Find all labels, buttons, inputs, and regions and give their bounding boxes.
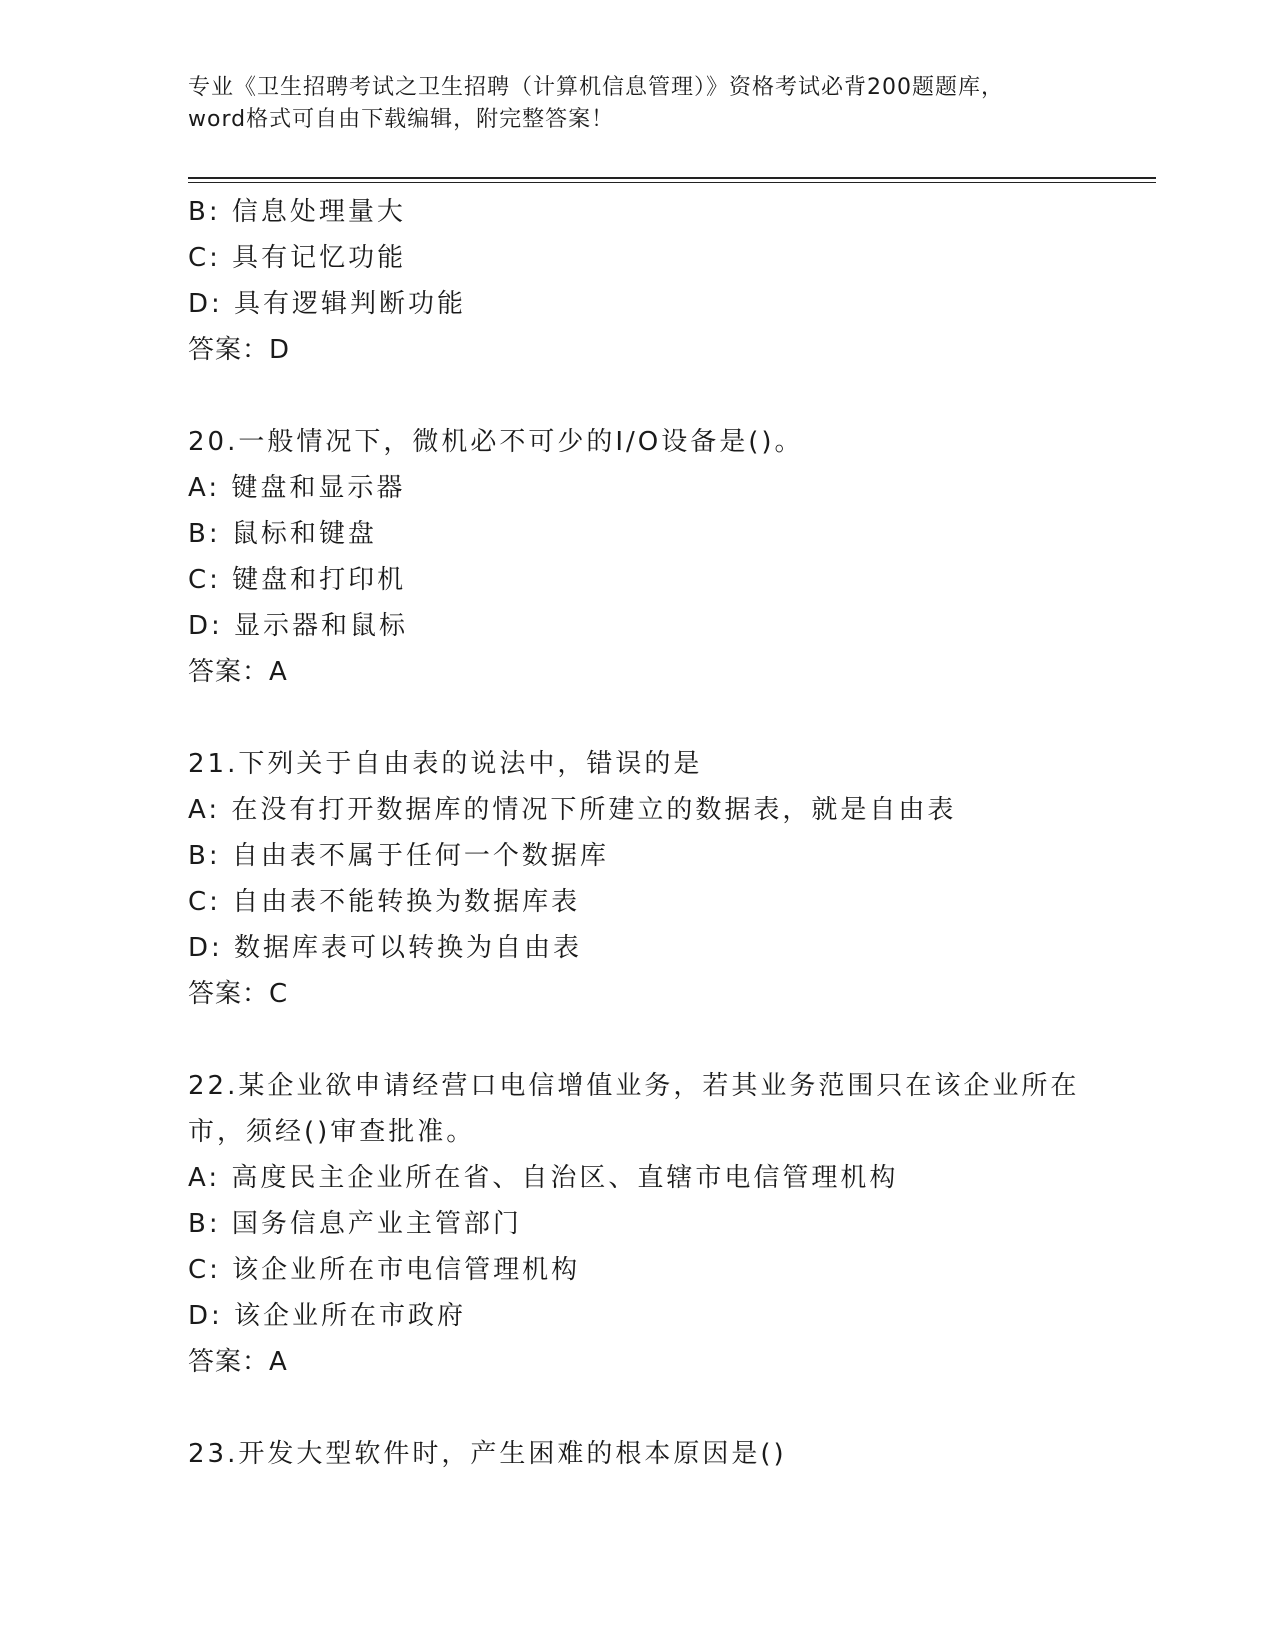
option-d: D: 具有逻辑判断功能 (188, 289, 467, 319)
block-spacer (188, 1385, 1118, 1431)
option-b: B: 自由表不属于任何一个数据库 (188, 841, 609, 871)
question-block-23 (188, 1431, 1118, 1477)
question-block-19 (188, 189, 1118, 373)
option-a: A: 高度民主企业所在省、自治区、直辖市电信管理机构 (188, 1163, 899, 1193)
document-header (188, 72, 1088, 136)
answer-line: 答案：A (188, 657, 288, 687)
block-spacer (188, 373, 1118, 419)
question-block-22 (188, 1063, 1118, 1385)
header-divider-thick (188, 177, 1156, 179)
block-spacer (188, 695, 1118, 741)
option-c: C: 键盘和打印机 (188, 565, 407, 595)
header-line-2: word格式可自由下载编辑，附完整答案！ (188, 107, 615, 132)
header-divider-thin (188, 182, 1156, 183)
option-d: D: 显示器和鼠标 (188, 611, 409, 641)
question-text: 23.开发大型软件时，产生困难的根本原因是() (188, 1439, 787, 1469)
option-d: D: 该企业所在市政府 (188, 1301, 467, 1331)
answer-line: 答案：A (188, 1347, 288, 1377)
question-text-line-2: 市，须经()审查批准。 (188, 1117, 476, 1147)
option-b: B: 鼠标和键盘 (188, 519, 377, 549)
question-text-line-1: 22.某企业欲申请经营口电信增值业务，若其业务范围只在该企业所在 (188, 1071, 1080, 1101)
block-spacer (188, 1017, 1118, 1063)
option-c: C: 自由表不能转换为数据库表 (188, 887, 581, 917)
question-text: 20.一般情况下，微机必不可少的I/O设备是()。 (188, 427, 804, 457)
option-a: A: 在没有打开数据库的情况下所建立的数据表，就是自由表 (188, 795, 957, 825)
question-block-21 (188, 741, 1118, 1017)
option-b: B: 信息处理量大 (188, 197, 406, 227)
option-c: C: 具有记忆功能 (188, 243, 407, 273)
option-b: B: 国务信息产业主管部门 (188, 1209, 522, 1239)
question-block-20 (188, 419, 1118, 695)
option-c: C: 该企业所在市电信管理机构 (188, 1255, 581, 1285)
option-a: A: 键盘和显示器 (188, 473, 406, 503)
answer-line: 答案：C (188, 979, 289, 1009)
option-d: D: 数据库表可以转换为自由表 (188, 933, 583, 963)
question-list (188, 189, 1118, 1477)
answer-line: 答案：D (188, 335, 291, 365)
header-line-1: 专业《卫生招聘考试之卫生招聘（计算机信息管理）》资格考试必背200题题库， (188, 75, 1004, 100)
question-text: 21.下列关于自由表的说法中，错误的是 (188, 749, 703, 779)
